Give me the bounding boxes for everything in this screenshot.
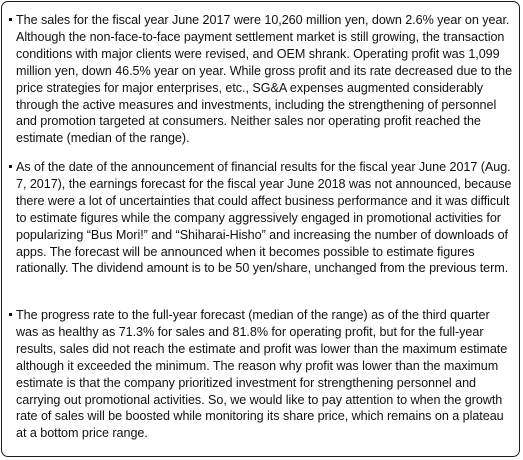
bullet-item-progress-rate [9,307,513,442]
bullet-item-earnings-forecast [9,159,513,277]
bullet-marker-icon [9,18,12,21]
summary-box [1,1,520,457]
bullet-text: As of the date of the announcement of financial results for the fiscal year June 2017 (Aug. 7, 2017), the earnings forecast for the fiscal year June 2018 was not announced, because there were a lot of uncertainties that could affect business performance and it was difficult to estimate figures while the company aggressively engaged in promotional activities for popularizing “Bus Mori!” and “Shiharai-Hisho” and increasing the number of downloads of apps. The forecast will be announced when it becomes possible to estimate figures rationally. The dividend amount is to be 50 yen/share, unchanged from the previous term. [16,160,512,276]
bullet-text: The sales for the fiscal year June 2017 were 10,260 million yen, down 2.6% year on year. Although the non-face-to-face payment settlement market is still growing, the transaction conditions with major clients were revised, and OEM shrank. Operating profit was 1,099 million yen, down 46.5% year on year. While gross profit and its rate decreased due to the price strategies for major enterprises, etc., SG&A expenses augmented considerably through the active measures and investments, including the strengthening of personnel and promotion targeted at consumers. Neither sales nor operating profit reached the estimate (median of the range). [16,13,513,146]
bullet-text: The progress rate to the full-year forecast (median of the range) as of the third quarter was as healthy as 71.3% for sales and 81.8% for operating profit, but for the full-year results, sales did not reach the estimate and profit was lower than the maximum estimate although it exceeded the minimum. The reason why profit was lower than the maximum estimate is that the company prioritized investment for strengthening personnel and carrying out promotional activities. So, we would like to pay attention to when the growth rate of sales will be boosted while monitoring its share price, which remains on a plateau at a bottom price range. [16,308,508,441]
bullet-marker-icon [9,313,12,316]
bullet-item-sales-results [9,12,513,147]
bullet-marker-icon [9,165,12,168]
